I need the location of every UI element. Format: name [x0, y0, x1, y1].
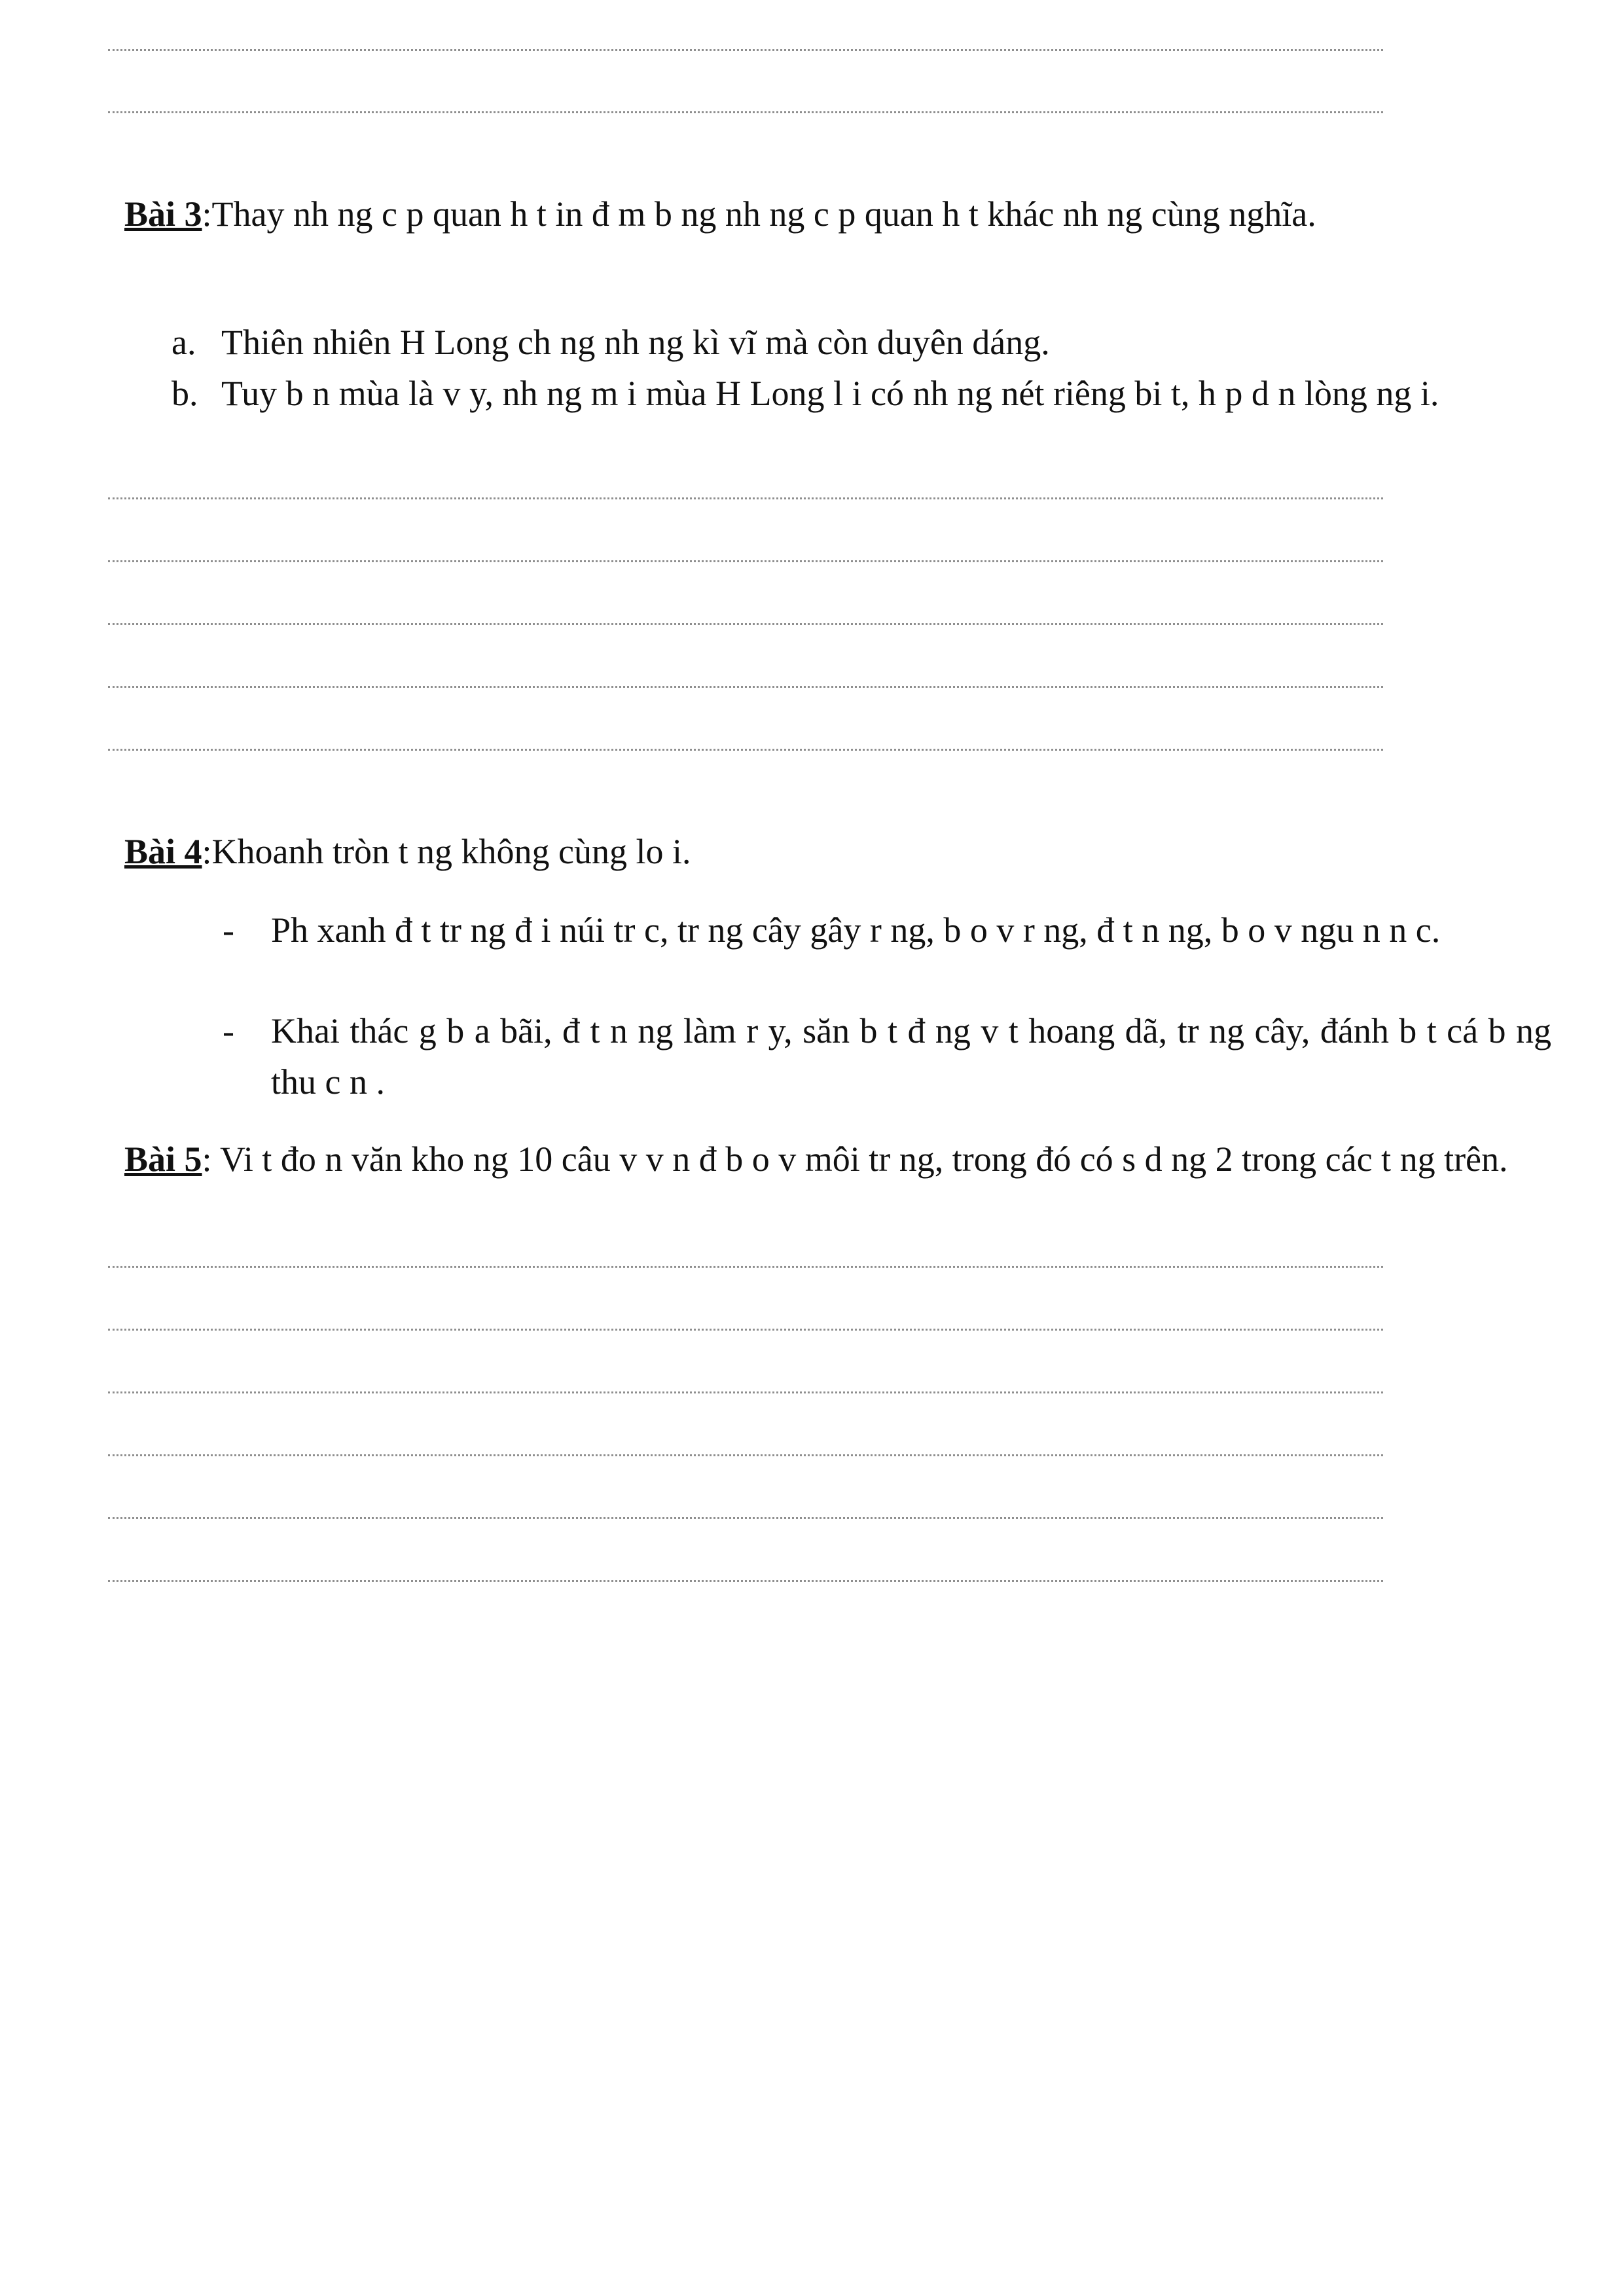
- bai3-item-b-text: Tuy b n mùa là v y, nh ng m i mùa H Long l i có nh ng nét riêng bi t, h p d n lòng ng i.: [221, 374, 1439, 413]
- answer-line: [108, 1454, 1383, 1456]
- bai4-heading: Bài 4: [124, 832, 202, 871]
- bai5-heading: Bài 5: [124, 1139, 202, 1179]
- bai4-item-2-text: Khai thác g b a bãi, đ t n ng làm r y, săn b t đ ng v t hoang dã, tr ng cây, đánh b t cá b ng thu c n .: [271, 1011, 1551, 1102]
- bai5-instruction: [124, 1134, 1551, 1185]
- bai4-item-1-marker: -: [223, 910, 234, 950]
- answer-line: [108, 1517, 1383, 1519]
- bai3-instruction: [124, 188, 1551, 240]
- bai3-item-a-marker: a.: [171, 323, 196, 362]
- answer-line: [108, 686, 1383, 688]
- answer-line: [108, 1329, 1383, 1331]
- answer-line: [108, 749, 1383, 751]
- bai4-item-2-marker: -: [223, 1011, 234, 1050]
- answer-line: [108, 49, 1383, 51]
- answer-line: [108, 497, 1383, 499]
- bai4-instruction: [124, 826, 1551, 877]
- answer-line: [108, 1266, 1383, 1268]
- answer-line: [108, 1391, 1383, 1393]
- answer-line: [108, 111, 1383, 113]
- bai3-heading: Bài 3: [124, 194, 202, 234]
- bai5-instruction-text: : Vi t đo n văn kho ng 10 câu v v n đ b o v môi tr ng, trong đó có s d ng 2 trong các t ng trên.: [202, 1139, 1508, 1179]
- answer-line: [108, 560, 1383, 562]
- bai4-item-1-text: Ph xanh đ t tr ng đ i núi tr c, tr ng cây gây r ng, b o v r ng, đ t n ng, b o v ngu n n c.: [271, 910, 1441, 950]
- bai3-item-b-marker: b.: [171, 374, 198, 413]
- answer-line: [108, 1580, 1383, 1582]
- answer-line: [108, 623, 1383, 625]
- bai3-instruction-text: :Thay nh ng c p quan h t in đ m b ng nh ng c p quan h t khác nh ng cùng nghĩa.: [202, 194, 1316, 234]
- bai3-item-a-text: Thiên nhiên H Long ch ng nh ng kì vĩ mà còn duyên dáng.: [221, 323, 1050, 362]
- bai4-instruction-text: :Khoanh tròn t ng không cùng lo i.: [202, 832, 691, 871]
